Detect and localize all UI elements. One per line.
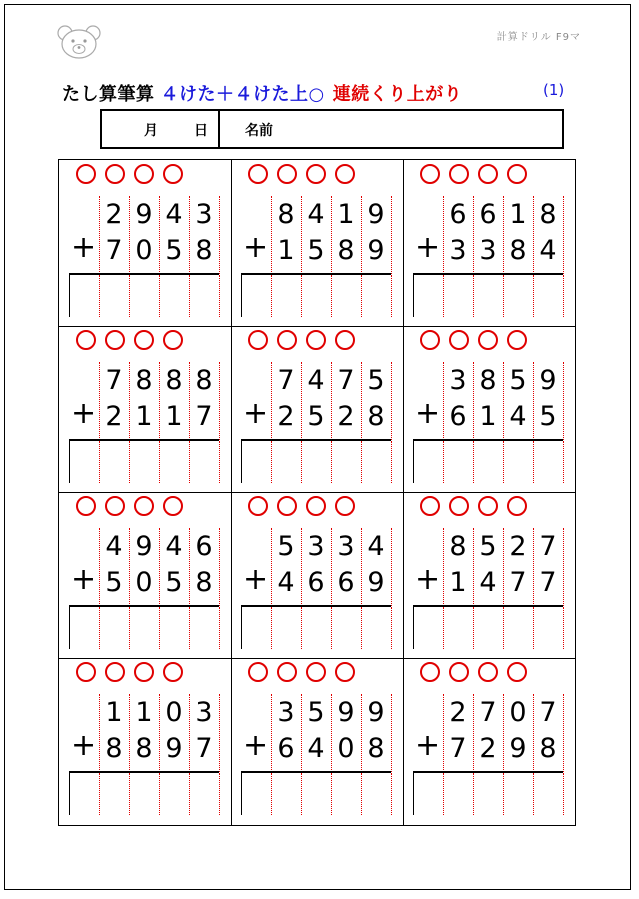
digit: 8 xyxy=(337,235,355,266)
digit: 8 xyxy=(165,365,183,396)
digit: 3 xyxy=(337,531,355,562)
digit: 5 xyxy=(105,567,123,598)
plus-sign: + xyxy=(415,728,441,763)
digit: 8 xyxy=(367,733,385,764)
carry-circle[interactable] xyxy=(76,496,96,516)
answer-area[interactable] xyxy=(69,275,219,317)
digit: 4 xyxy=(307,199,325,230)
plus-sign: + xyxy=(415,230,441,265)
digit: 0 xyxy=(135,235,153,266)
name-label: 名前 xyxy=(245,123,273,139)
answer-area[interactable] xyxy=(413,275,563,317)
answer-area[interactable] xyxy=(69,441,219,483)
digit-guide-line xyxy=(563,196,564,274)
digit: 9 xyxy=(135,531,153,562)
problem-cell xyxy=(403,492,575,658)
carry-circle[interactable] xyxy=(277,662,297,682)
title-part-3: 連続くり上がり xyxy=(332,84,463,105)
digit: 4 xyxy=(165,531,183,562)
carry-circle[interactable] xyxy=(163,496,183,516)
digit: 5 xyxy=(367,365,385,396)
digit: 2 xyxy=(449,697,467,728)
digit: 1 xyxy=(277,235,295,266)
digit: 3 xyxy=(307,531,325,562)
digit: 0 xyxy=(135,567,153,598)
digit: 6 xyxy=(449,401,467,432)
carry-circle[interactable] xyxy=(420,662,440,682)
digit: 3 xyxy=(449,365,467,396)
digit: 4 xyxy=(307,733,325,764)
digit: 9 xyxy=(367,199,385,230)
bear-logo-icon xyxy=(56,24,102,60)
carry-circle[interactable] xyxy=(449,164,469,184)
digit: 6 xyxy=(449,199,467,230)
digit: 1 xyxy=(449,567,467,598)
digit: 0 xyxy=(337,733,355,764)
name-box xyxy=(100,109,564,149)
problem-cell xyxy=(59,326,231,492)
plus-sign: + xyxy=(71,562,97,597)
digit: 8 xyxy=(449,531,467,562)
carry-circle[interactable] xyxy=(507,164,527,184)
digit-guide-line xyxy=(563,694,564,772)
carry-circle[interactable] xyxy=(449,662,469,682)
digit: 3 xyxy=(277,697,295,728)
name-box-divider xyxy=(218,111,220,147)
page-number: (1) xyxy=(543,81,565,99)
answer-guide-line xyxy=(391,441,392,483)
digit: 2 xyxy=(509,531,527,562)
digit: 8 xyxy=(479,365,497,396)
digit: 6 xyxy=(307,567,325,598)
answer-area[interactable] xyxy=(69,773,219,815)
digit: 6 xyxy=(479,199,497,230)
carry-circle[interactable] xyxy=(134,496,154,516)
plus-sign: + xyxy=(243,562,269,597)
digit: 4 xyxy=(509,401,527,432)
answer-area[interactable] xyxy=(413,773,563,815)
digit-guide-line xyxy=(391,528,392,606)
digit: 8 xyxy=(195,235,213,266)
answer-guide-line xyxy=(563,441,564,483)
carry-circle[interactable] xyxy=(335,496,355,516)
carry-circle[interactable] xyxy=(248,330,268,350)
problem-cell xyxy=(231,658,403,824)
answer-area[interactable] xyxy=(241,441,391,483)
digit: 9 xyxy=(367,235,385,266)
carry-circle[interactable] xyxy=(507,496,527,516)
digit: 8 xyxy=(135,733,153,764)
digit: 4 xyxy=(307,365,325,396)
digit: 9 xyxy=(135,199,153,230)
digit: 9 xyxy=(539,365,557,396)
plus-sign: + xyxy=(71,396,97,431)
plus-sign: + xyxy=(71,230,97,265)
carry-circle[interactable] xyxy=(76,164,96,184)
digit: 4 xyxy=(539,235,557,266)
digit: 1 xyxy=(337,199,355,230)
digit-guide-line xyxy=(219,528,220,606)
digit: 8 xyxy=(539,199,557,230)
carry-circle[interactable] xyxy=(306,330,326,350)
problem-cell xyxy=(231,160,403,326)
digit: 5 xyxy=(479,531,497,562)
digit: 1 xyxy=(105,697,123,728)
digit: 4 xyxy=(367,531,385,562)
carry-circle[interactable] xyxy=(248,164,268,184)
answer-guide-line xyxy=(563,773,564,815)
digit: 8 xyxy=(367,401,385,432)
answer-guide-line xyxy=(391,607,392,649)
carry-circle[interactable] xyxy=(105,164,125,184)
digit-guide-line xyxy=(391,362,392,440)
carry-circle[interactable] xyxy=(306,496,326,516)
problem-cell xyxy=(403,326,575,492)
plus-sign: + xyxy=(71,728,97,763)
carry-circle[interactable] xyxy=(420,330,440,350)
carry-circle[interactable] xyxy=(478,330,498,350)
digit: 0 xyxy=(509,697,527,728)
problem-cell xyxy=(59,658,231,824)
carry-circle[interactable] xyxy=(306,662,326,682)
plus-sign: + xyxy=(415,396,441,431)
digit: 5 xyxy=(165,235,183,266)
problem-grid xyxy=(58,159,576,826)
digit: 3 xyxy=(449,235,467,266)
digit: 8 xyxy=(195,567,213,598)
carry-circle[interactable] xyxy=(134,330,154,350)
carry-circle[interactable] xyxy=(335,330,355,350)
digit: 7 xyxy=(509,567,527,598)
carry-circle[interactable] xyxy=(277,330,297,350)
carry-circle[interactable] xyxy=(163,662,183,682)
carry-circle[interactable] xyxy=(105,330,125,350)
digit: 5 xyxy=(307,697,325,728)
answer-guide-line xyxy=(219,607,220,649)
digit: 3 xyxy=(195,199,213,230)
digit-guide-line xyxy=(563,362,564,440)
carry-circle[interactable] xyxy=(507,662,527,682)
digit: 2 xyxy=(277,401,295,432)
digit: 3 xyxy=(195,697,213,728)
answer-area[interactable] xyxy=(69,607,219,649)
carry-circle[interactable] xyxy=(478,164,498,184)
digit: 7 xyxy=(277,365,295,396)
digit-guide-line xyxy=(563,528,564,606)
digit: 6 xyxy=(195,531,213,562)
carry-circle[interactable] xyxy=(105,662,125,682)
carry-circle[interactable] xyxy=(507,330,527,350)
problem-cell xyxy=(231,492,403,658)
answer-guide-line xyxy=(391,275,392,317)
digit: 9 xyxy=(509,733,527,764)
digit: 8 xyxy=(105,733,123,764)
digit: 6 xyxy=(277,733,295,764)
digit: 7 xyxy=(105,235,123,266)
plus-sign: + xyxy=(415,562,441,597)
digit-guide-line xyxy=(391,196,392,274)
digit: 6 xyxy=(337,567,355,598)
carry-circle[interactable] xyxy=(277,496,297,516)
answer-guide-line xyxy=(219,773,220,815)
carry-circle[interactable] xyxy=(163,330,183,350)
digit: 1 xyxy=(135,697,153,728)
month-label: 月 xyxy=(144,123,158,139)
carry-circle[interactable] xyxy=(478,662,498,682)
digit: 7 xyxy=(195,401,213,432)
digit: 4 xyxy=(479,567,497,598)
digit: 4 xyxy=(105,531,123,562)
carry-circle[interactable] xyxy=(478,496,498,516)
carry-circle[interactable] xyxy=(248,496,268,516)
digit: 1 xyxy=(479,401,497,432)
carry-circle[interactable] xyxy=(335,164,355,184)
carry-circle[interactable] xyxy=(306,164,326,184)
answer-area[interactable] xyxy=(413,607,563,649)
carry-circle[interactable] xyxy=(76,330,96,350)
answer-guide-line xyxy=(563,275,564,317)
digit: 7 xyxy=(539,697,557,728)
carry-circle[interactable] xyxy=(105,496,125,516)
carry-circle[interactable] xyxy=(76,662,96,682)
digit: 1 xyxy=(509,199,527,230)
digit: 4 xyxy=(165,199,183,230)
digit: 7 xyxy=(479,697,497,728)
plus-sign: + xyxy=(243,230,269,265)
digit-guide-line xyxy=(219,196,220,274)
digit: 8 xyxy=(277,199,295,230)
carry-circle[interactable] xyxy=(248,662,268,682)
brand-label: 計算ドリル F9マ xyxy=(496,32,581,43)
problem-cell xyxy=(59,160,231,326)
title-part-1: たし算筆算 xyxy=(62,84,155,105)
carry-circle[interactable] xyxy=(163,164,183,184)
digit: 4 xyxy=(277,567,295,598)
digit: 9 xyxy=(367,697,385,728)
digit-guide-line xyxy=(219,694,220,772)
page-title xyxy=(62,80,462,106)
carry-circle[interactable] xyxy=(449,330,469,350)
digit: 7 xyxy=(337,365,355,396)
digit: 5 xyxy=(509,365,527,396)
title-part-2: ４けた＋４けた上○ xyxy=(160,84,325,105)
digit: 1 xyxy=(165,401,183,432)
digit: 5 xyxy=(307,235,325,266)
digit: 1 xyxy=(135,401,153,432)
problem-cell xyxy=(59,492,231,658)
digit: 2 xyxy=(105,401,123,432)
digit: 7 xyxy=(105,365,123,396)
answer-area[interactable] xyxy=(413,441,563,483)
answer-area[interactable] xyxy=(241,275,391,317)
digit: 9 xyxy=(165,733,183,764)
digit: 9 xyxy=(367,567,385,598)
digit: 2 xyxy=(337,401,355,432)
digit: 2 xyxy=(105,199,123,230)
digit: 5 xyxy=(165,567,183,598)
digit: 5 xyxy=(307,401,325,432)
answer-area[interactable] xyxy=(241,773,391,815)
answer-area[interactable] xyxy=(241,607,391,649)
digit: 3 xyxy=(479,235,497,266)
digit: 0 xyxy=(165,697,183,728)
digit: 9 xyxy=(337,697,355,728)
answer-guide-line xyxy=(219,275,220,317)
digit-guide-line xyxy=(219,362,220,440)
answer-guide-line xyxy=(219,441,220,483)
carry-circle[interactable] xyxy=(420,164,440,184)
digit: 5 xyxy=(277,531,295,562)
problem-cell xyxy=(231,326,403,492)
digit: 7 xyxy=(449,733,467,764)
digit: 7 xyxy=(195,733,213,764)
digit: 2 xyxy=(479,733,497,764)
carry-circle[interactable] xyxy=(449,496,469,516)
digit: 5 xyxy=(539,401,557,432)
answer-guide-line xyxy=(563,607,564,649)
digit: 7 xyxy=(539,567,557,598)
day-label: 日 xyxy=(194,123,208,139)
digit: 7 xyxy=(539,531,557,562)
plus-sign: + xyxy=(243,396,269,431)
digit-guide-line xyxy=(391,694,392,772)
problem-cell xyxy=(403,658,575,824)
plus-sign: + xyxy=(243,728,269,763)
problem-cell xyxy=(403,160,575,326)
digit: 8 xyxy=(135,365,153,396)
carry-circle[interactable] xyxy=(420,496,440,516)
digit: 8 xyxy=(539,733,557,764)
carry-circle[interactable] xyxy=(335,662,355,682)
carry-circle[interactable] xyxy=(277,164,297,184)
answer-guide-line xyxy=(391,773,392,815)
digit: 8 xyxy=(509,235,527,266)
carry-circle[interactable] xyxy=(134,662,154,682)
digit: 8 xyxy=(195,365,213,396)
carry-circle[interactable] xyxy=(134,164,154,184)
